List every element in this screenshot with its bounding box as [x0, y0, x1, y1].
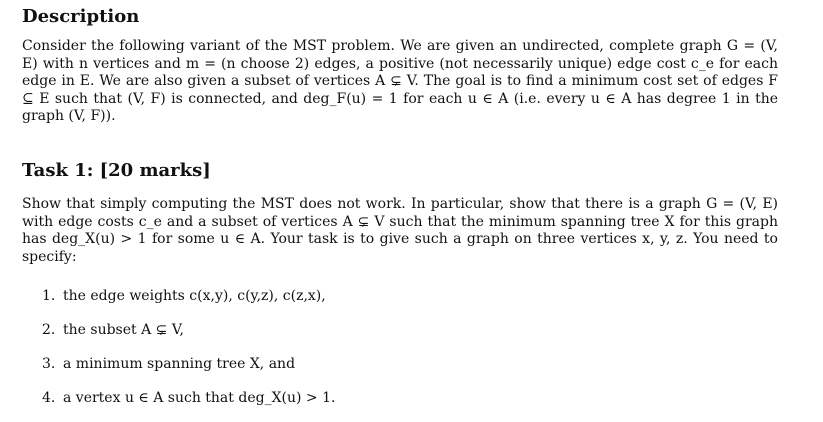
list-item-text: the edge weights c(x,y), c(y,z), c(z,x),: [63, 288, 326, 304]
description-heading: Description: [22, 6, 140, 27]
task-heading: Task 1: [20 marks]: [22, 160, 211, 181]
list-item: [42, 388, 335, 422]
task-requirements-list: [42, 286, 335, 422]
description-paragraph: Consider the following variant of the MST problem. We are given an undirected, complete graph G = (V, E) with n vertices and m = (n choose 2) edges, a positive (not necessarily unique) edge cost c_e for each edge in E. We are also given a subset of vertices A ⊊ V. The goal is to find a minimum cost set of edges F ⊆ E such that (V, F) is connected, and deg_F(u) = 1 for each u ∈ A (i.e. every u ∈ A has degree 1 in the graph (V, F)).: [22, 38, 778, 125]
list-item-number: 4.: [42, 390, 56, 406]
list-item-text: the subset A ⊊ V,: [63, 322, 184, 338]
list-item-text: a minimum spanning tree X, and: [63, 356, 296, 372]
list-item-text: a vertex u ∈ A such that deg_X(u) > 1.: [63, 390, 336, 406]
list-item-number: 2.: [42, 322, 56, 338]
list-item: [42, 320, 335, 354]
list-item: [42, 354, 335, 388]
list-item-number: 3.: [42, 356, 56, 372]
list-item-number: 1.: [42, 288, 56, 304]
task-paragraph: Show that simply computing the MST does not work. In particular, show that there is a graph G = (V, E) with edge costs c_e and a subset of vertices A ⊊ V such that the minimum spanning tree X for this graph has deg_X(u) > 1 for some u ∈ A. Your task is to give such a graph on three vertices x, y, z. You need to specify:: [22, 196, 778, 265]
list-item: [42, 286, 335, 320]
